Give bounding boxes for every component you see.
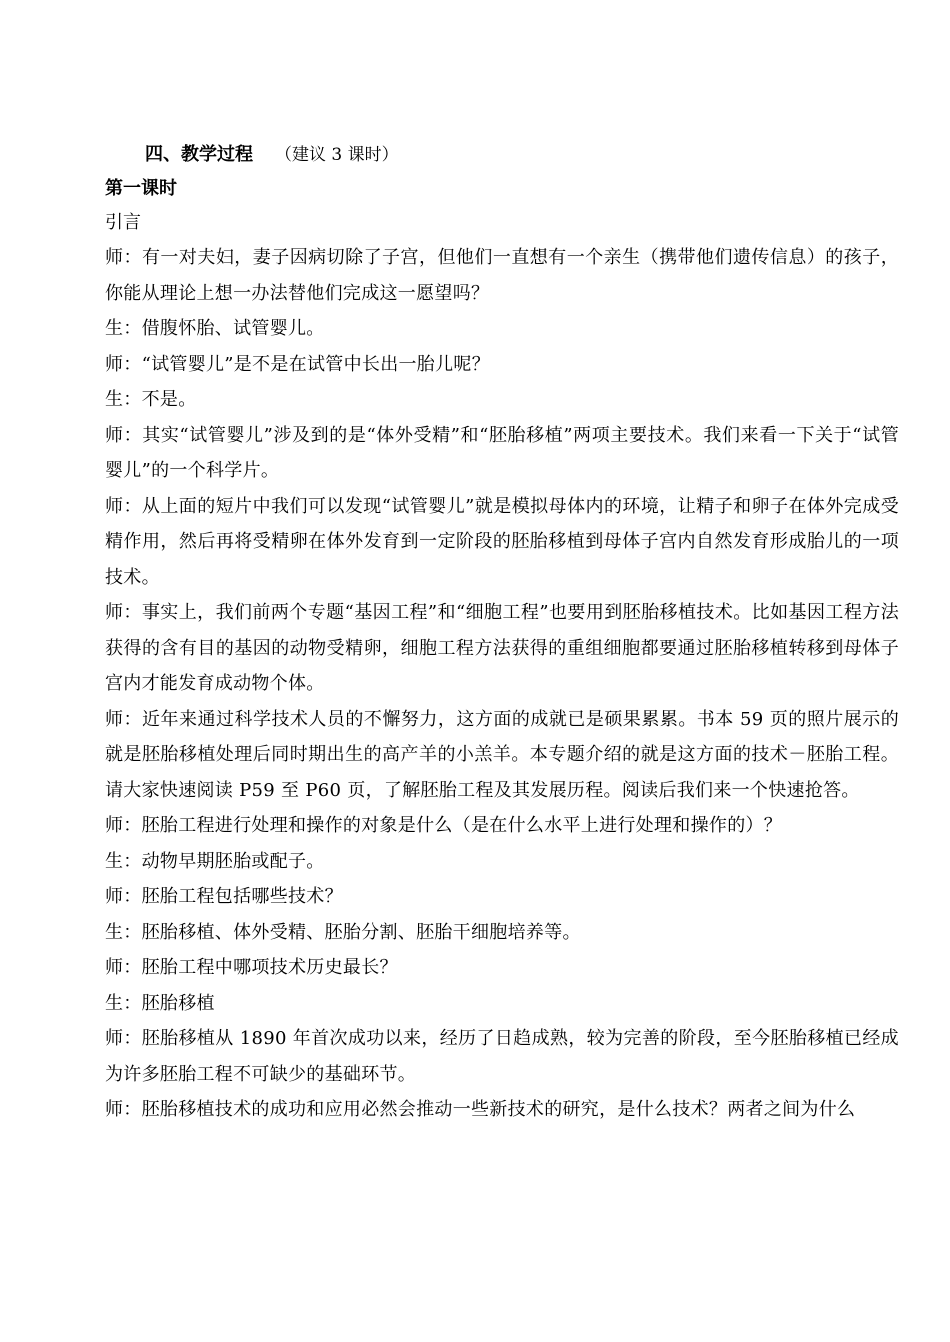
dialogue-line: 师：胚胎工程包括哪些技术？ xyxy=(105,886,343,907)
dialogue-line: 师：事实上，我们前两个专题“基因工程”和“细胞工程”也要用到胚胎移植技术。比如基因工程方法获得的含有目的基因的动物受精卵，细胞工程方法获得的重组细胞都要通过胚胎移植转移到母体子宫内才能发育成动物个体。 xyxy=(105,602,899,694)
dialogue-line: 生：借腹怀胎、试管婴儿。 xyxy=(105,318,325,339)
dialogue-line: 师：其实“试管婴儿”涉及到的是“体外受精”和“胚胎移植”两项主要技术。我们来看一下关于“试管婴儿”的一个科学片。 xyxy=(105,424,899,481)
document-page xyxy=(105,138,899,1128)
section-note: （建议 3 课时） xyxy=(275,145,399,165)
section-heading xyxy=(105,138,899,172)
dialogue-line: 生：胚胎移植 xyxy=(105,992,215,1014)
dialogue-line: 生：胚胎移植、体外受精、胚胎分割、胚胎干细胞培养等。 xyxy=(105,921,581,943)
dialogue-line: 师：“试管婴儿”是不是在试管中长出一胎儿呢？ xyxy=(105,353,491,375)
dialogue-line: 师：胚胎工程进行处理和操作的对象是什么（是在什么水平上进行处理和操作的）？ xyxy=(105,815,783,836)
dialogue-line: 生：动物早期胚胎或配子。 xyxy=(105,850,325,872)
dialogue-line: 生：不是。 xyxy=(105,389,197,410)
dialogue-line: 师：胚胎移植从 1890 年首次成功以来，经历了日趋成熟，较为完善的阶段，至今胚胎移植已经成为许多胚胎工程不可缺少的基础环节。 xyxy=(105,1028,899,1085)
dialogue-line: 师：胚胎工程中哪项技术历史最长？ xyxy=(105,957,398,978)
section-title: 四、教学过程 xyxy=(145,144,253,165)
dialogue-line: 师：从上面的短片中我们可以发现“试管婴儿”就是模拟母体内的环境，让精子和卵子在体外完成受精作用，然后再将受精卵在体外发育到一定阶段的胚胎移植到母体子宫内自然发育形成胎儿的一项技术。 xyxy=(105,495,899,588)
intro-title: 引言 xyxy=(105,212,141,233)
dialogue-line: 师：胚胎移植技术的成功和应用必然会推动一些新技术的研究，是什么技术？两者之间为什么 xyxy=(105,1099,856,1120)
dialogue-line: 师：有一对夫妇，妻子因病切除了子宫，但他们一直想有一个亲生（携带他们遗传信息）的孩子，你能从理论上想一办法替他们完成这一愿望吗？ xyxy=(105,247,899,304)
lesson-title: 第一课时 xyxy=(105,178,177,199)
dialogue-line: 师：近年来通过科学技术人员的不懈努力，这方面的成就已是硕果累累。书本 59 页的照片展示的就是胚胎移植处理后同时期出生的高产羊的小羔羊。本专题介绍的就是这方面的技术－胚胎工程。请大家快速阅读 P59 至 P60 页，了解胚胎工程及其发展历程。阅读后我们来一个快速抢答。 xyxy=(105,708,899,801)
